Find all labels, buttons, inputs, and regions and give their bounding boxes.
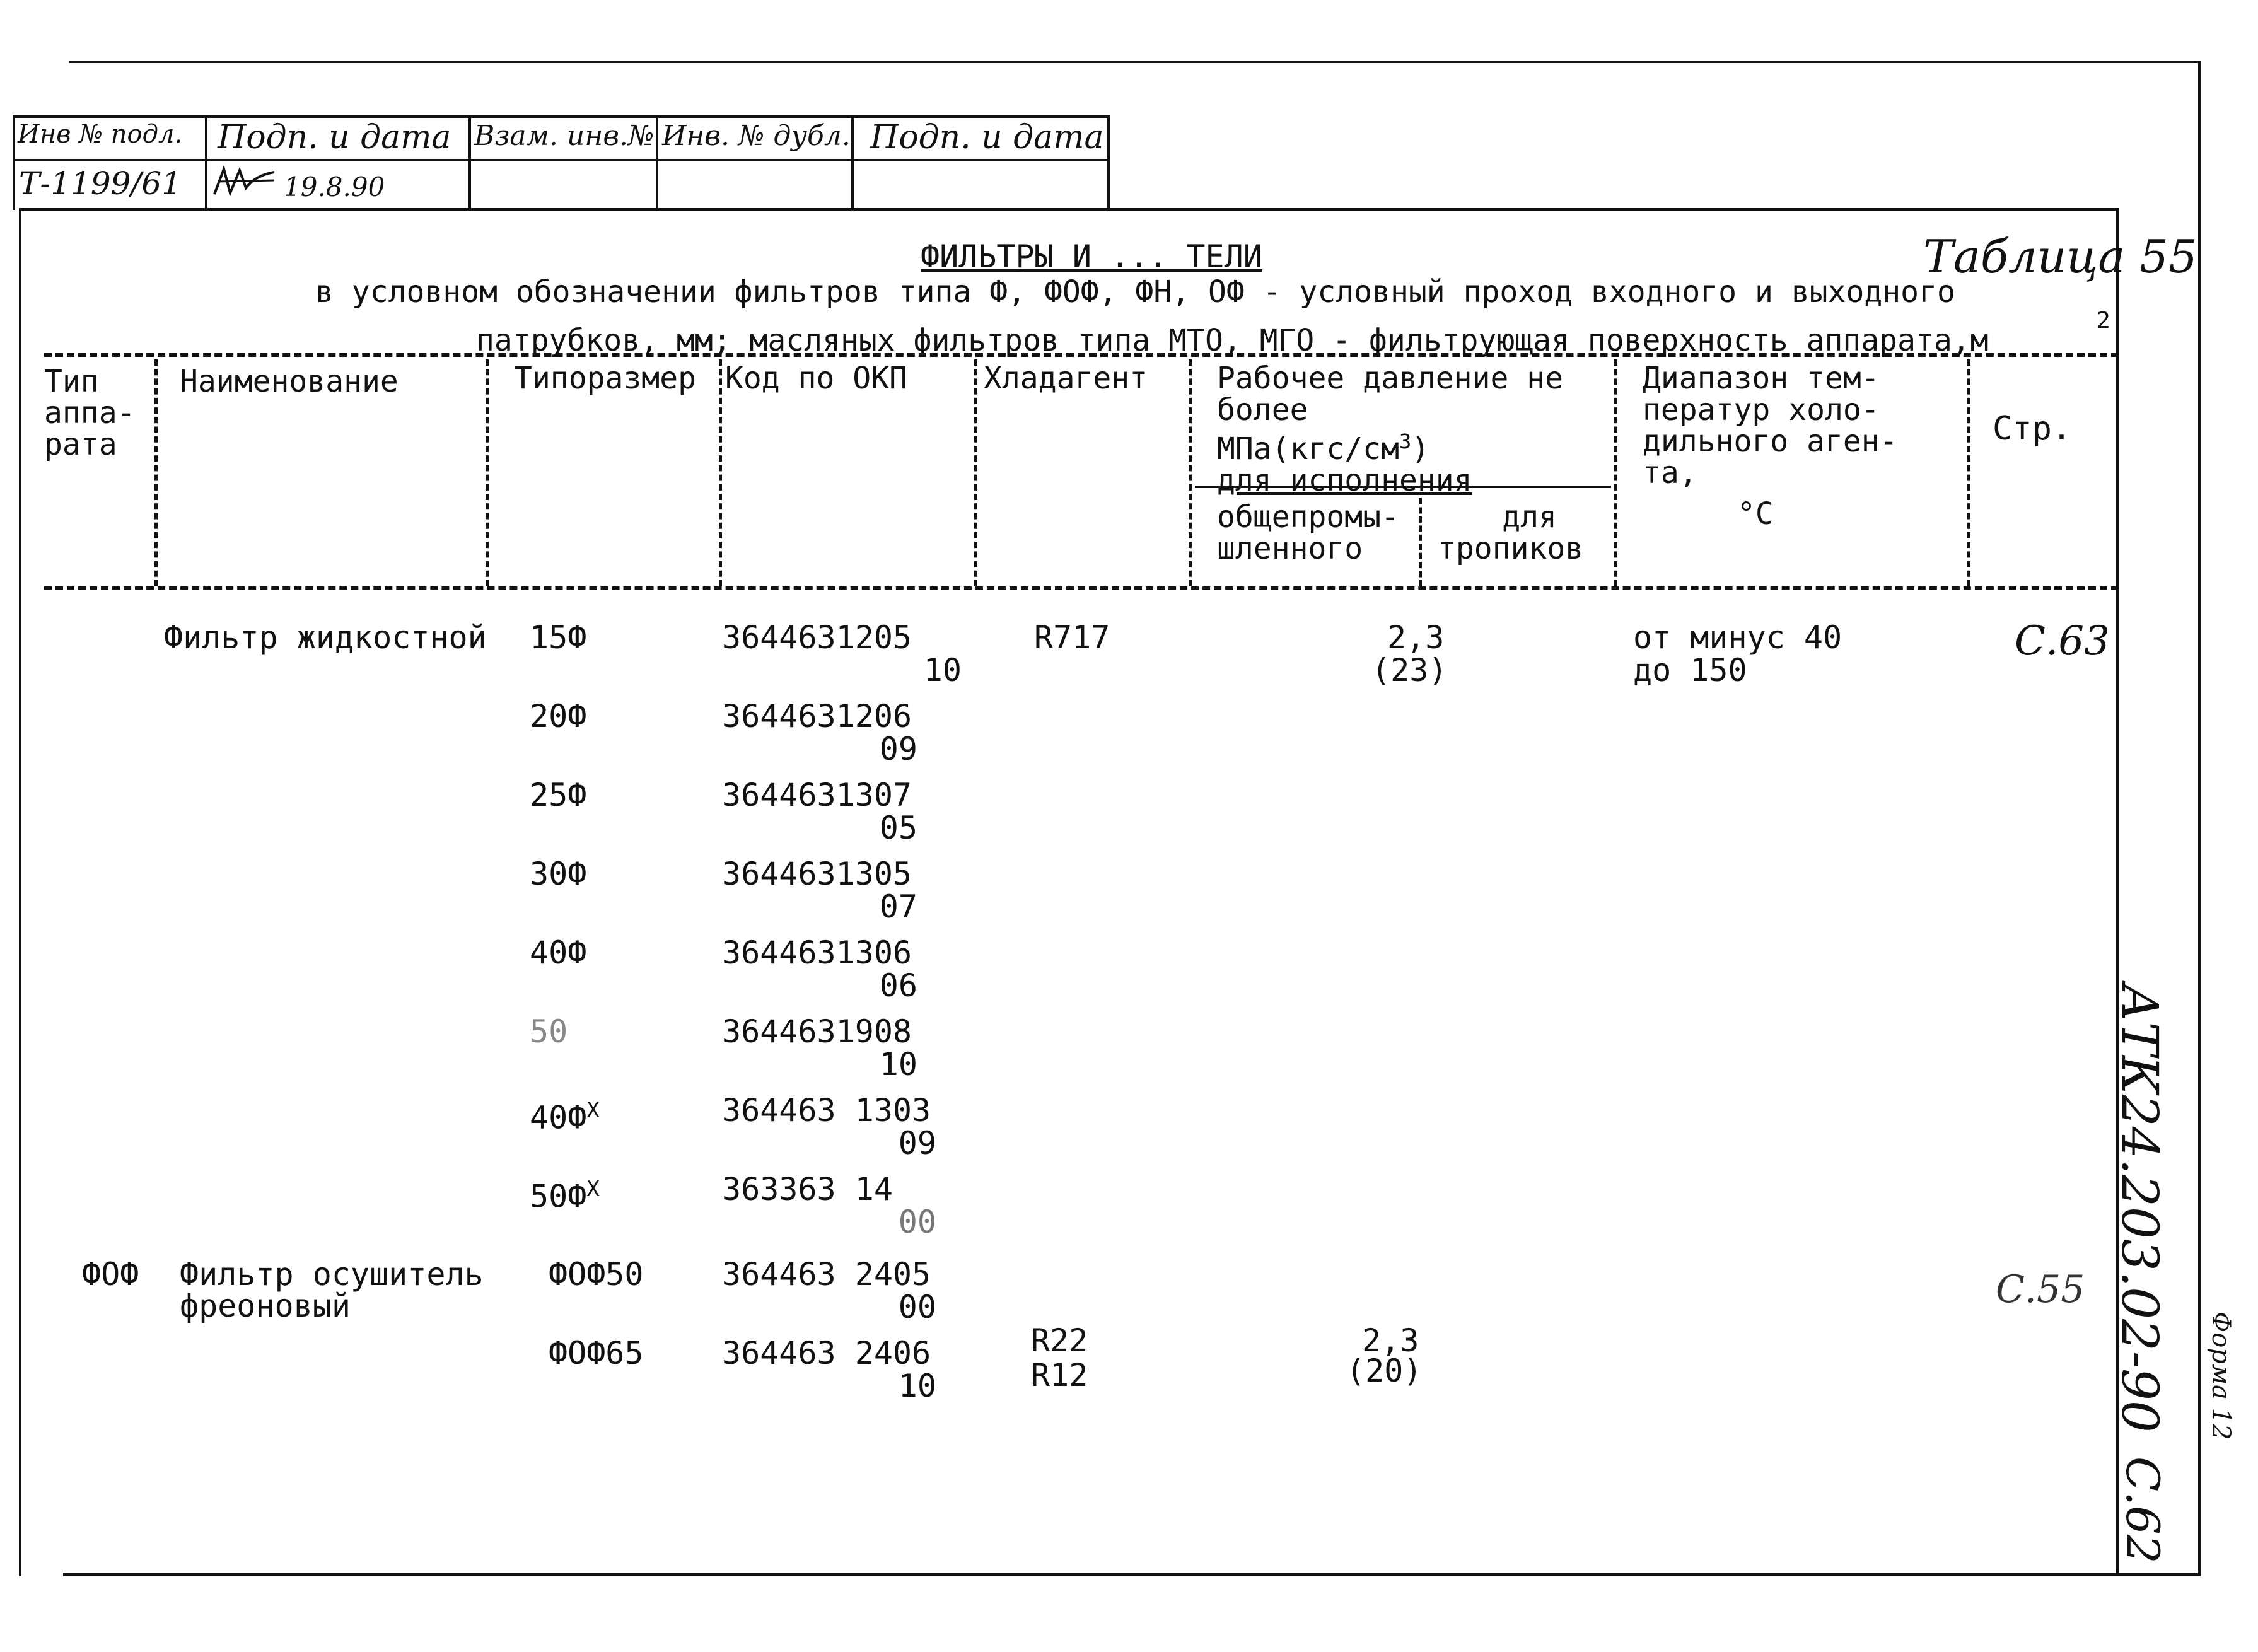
- group1-pressure: 2,3: [1387, 619, 1445, 656]
- stamp-sign-date-header: Подп. и дата: [218, 119, 451, 156]
- stamp-inv-header: Инв № подл.: [18, 120, 183, 149]
- table-row-code: 3644631206 09: [722, 698, 917, 767]
- form-label: Форма 12: [2206, 1312, 2235, 1440]
- table-row-code: 363363 14 00: [722, 1171, 936, 1240]
- header-temp-unit: °С: [1737, 496, 1774, 532]
- table-row-code: 3644631306 06: [722, 934, 917, 1004]
- group1-temp-line1: от минус 40: [1633, 619, 1842, 656]
- table-row-code: 3644631305 07: [722, 856, 917, 925]
- table-row-code: 364463 2406 10: [722, 1335, 936, 1404]
- group2-refrigerant-line2: R12: [1031, 1357, 1088, 1393]
- stamp-dup-inv-header: Инв. № дубл.: [662, 120, 851, 152]
- group1-pressure-kgf: (23): [1371, 652, 1448, 689]
- table-row: $40Ф^Х$: [530, 1098, 600, 1136]
- side-document-code: АТК24.203.02-90: [2110, 984, 2169, 1433]
- group2-refrigerant-line1: R22: [1031, 1322, 1088, 1359]
- header-pressure-tropic: для тропиков: [1438, 499, 1584, 566]
- table-label: Таблица 55: [1923, 230, 2197, 283]
- group2-name-line1: Фильтр осушитель: [180, 1256, 484, 1293]
- table-title: ФИЛЬТРЫ И ... ТЕЛИ: [921, 238, 1262, 275]
- table-row-code: 3644631908 10: [722, 1013, 917, 1083]
- table-row: 30Ф: [530, 856, 587, 892]
- table-row: 20Ф: [530, 698, 587, 735]
- header-page: Стр.: [1993, 410, 2072, 448]
- header-pressure: Рабочее давление не более $МПа(кгс/см^3)$ для исполнения: [1217, 361, 1564, 498]
- table-row: $50Ф^Х$: [530, 1177, 600, 1215]
- table-row: 50: [530, 1013, 568, 1050]
- header-type: Тип аппа- рата: [44, 364, 136, 462]
- stamp-sign-date-header-2: Подп. и дата: [870, 119, 1104, 156]
- header-pressure-general: общепромы- шленного: [1217, 499, 1399, 566]
- table-row-code: 3644631307 05: [722, 777, 917, 846]
- subtitle-line-1: в условном обозначении фильтров типа Ф, ФОФ, ФН, ОФ - условный проход входного и выходного: [315, 274, 1955, 310]
- header-refrigerant: Хладагент: [984, 361, 1148, 396]
- signature-icon: [211, 163, 281, 201]
- side-page-number: С.62: [2116, 1457, 2169, 1564]
- group1-page: С.63: [2015, 618, 2110, 665]
- header-size: Типоразмер: [514, 361, 696, 396]
- header-temp: Диапазон тем- ператур холо- дильного аген- та,: [1643, 361, 1898, 491]
- table-row-code: 364463 2405 00: [722, 1256, 936, 1325]
- table-row: ФОФ50: [549, 1256, 644, 1293]
- table-row-code: 3644631205 10: [722, 619, 962, 689]
- subtitle-superscript: 2: [2097, 308, 2110, 334]
- group1-refrigerant: R717: [1034, 619, 1110, 656]
- table-row: ФОФ65: [549, 1335, 644, 1371]
- group1-temp-line2: до 150: [1633, 652, 1747, 689]
- stamp-replace-inv-header: Взам. инв.№: [474, 120, 655, 152]
- group2-pressure-kgf: (20): [1346, 1352, 1423, 1389]
- stamp-inv-value: Т-1199/61: [19, 165, 182, 202]
- header-name: Наименование: [180, 364, 399, 399]
- group2-type: ФОФ: [82, 1256, 139, 1293]
- group2-name-line2: фреоновый: [180, 1288, 351, 1324]
- table-row-code: 364463 1303 09: [722, 1092, 936, 1161]
- subtitle-line-2: патрубков, мм; масляных фильтров типа МТО, МГО - фильтрующая поверхность аппарата,м: [476, 323, 1989, 358]
- group2-pressure: 2,3: [1362, 1322, 1419, 1359]
- group2-page: С.55: [1996, 1267, 2085, 1312]
- group1-name: Фильтр жидкостной: [164, 619, 487, 656]
- table-row: 15Ф: [530, 619, 587, 656]
- header-code: Код по ОКП: [725, 361, 907, 396]
- stamp-sign-date-value: 19.8.90: [284, 172, 385, 202]
- table-row: 25Ф: [530, 777, 587, 813]
- table-row: 40Ф: [530, 934, 587, 971]
